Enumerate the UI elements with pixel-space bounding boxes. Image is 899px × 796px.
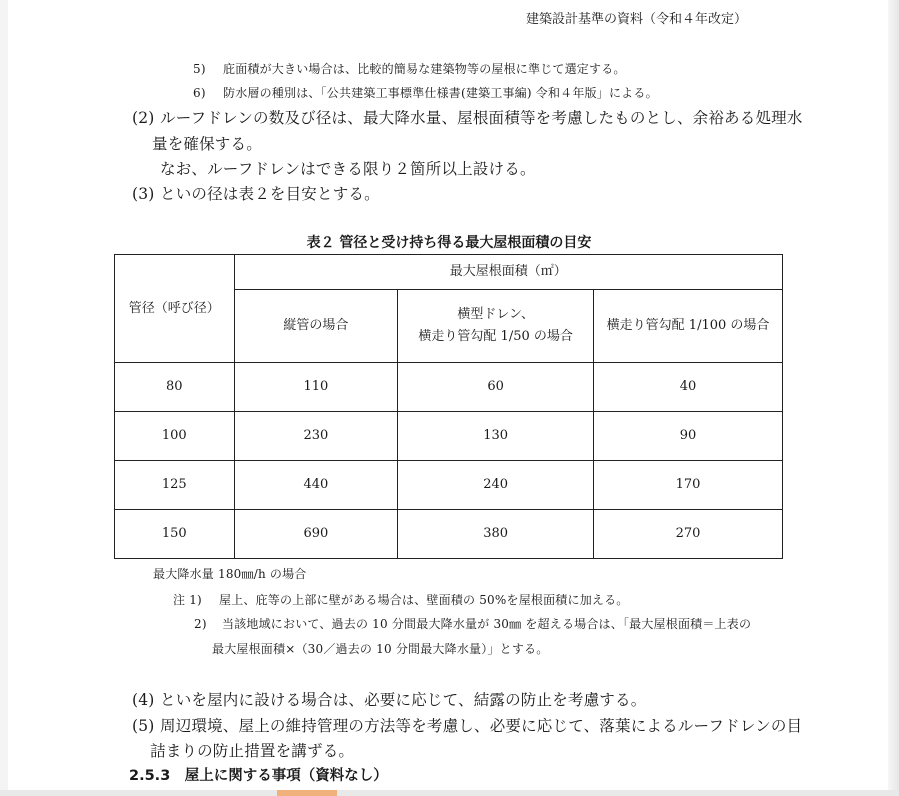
cell-slope-50: 380 xyxy=(398,510,594,559)
table-row xyxy=(115,510,783,559)
header-diameter: 管径（呼び径） xyxy=(115,255,235,363)
paragraph-4 xyxy=(132,688,646,710)
paragraph-5-line2: 詰まりの防止措置を講ずる。 xyxy=(150,742,355,760)
cell-vertical: 440 xyxy=(234,461,398,510)
cell-diameter: 100 xyxy=(115,412,235,461)
viewer-scrollbar-edge[interactable] xyxy=(888,0,899,796)
list-item-text: 庇面積が大きい場合は、比較的簡易な建築物等の屋根に準じて選定する。 xyxy=(223,62,626,76)
cell-vertical: 690 xyxy=(234,510,398,559)
note-label: 2) xyxy=(194,617,207,631)
cell-slope-100: 170 xyxy=(594,461,783,510)
paragraph-3 xyxy=(132,182,380,204)
cell-slope-100: 40 xyxy=(594,363,783,412)
table-row xyxy=(115,461,783,510)
section-heading: 2.5.3 屋上に関する事項（資料なし） xyxy=(129,768,388,784)
table-header-row xyxy=(115,255,783,290)
header-horizontal-drain-1-50 xyxy=(398,290,594,363)
list-item-text: 防水層の種別は、「公共建築工事標準仕様書(建築工事編) 令和４年版」による。 xyxy=(223,86,658,100)
cell-diameter: 150 xyxy=(115,510,235,559)
paragraph-text: といを屋内に設ける場合は、必要に応じて、結露の防止を考慮する。 xyxy=(160,691,647,709)
paragraph-number: (5) xyxy=(132,717,155,735)
header-line: 横型ドレン、 xyxy=(457,307,534,322)
roof-area-table xyxy=(114,254,783,559)
list-item-6 xyxy=(193,84,658,101)
cell-slope-100: 270 xyxy=(594,510,783,559)
viewer-bottom-bar xyxy=(0,790,899,796)
note-2-line1 xyxy=(194,615,751,632)
rainfall-condition: 最大降水量 180㎜/h の場合 xyxy=(153,567,307,581)
paragraph-2-line3: なお、ルーフドレンはできる限り２箇所以上設ける。 xyxy=(160,160,536,178)
table-row xyxy=(115,363,783,412)
paragraph-number: (3) xyxy=(132,185,155,203)
paragraph-2-line2: 量を確保する。 xyxy=(152,135,262,153)
list-item-number: 5) xyxy=(193,62,206,76)
cell-slope-50: 130 xyxy=(398,412,594,461)
paragraph-number: (4) xyxy=(132,691,155,709)
page-left-margin xyxy=(0,0,8,796)
paragraph-text: 周辺環境、屋上の維持管理の方法等を考慮し、必要に応じて、落葉によるルーフドレンの目 xyxy=(160,717,803,735)
paragraph-text: といの径は表２を目安とする。 xyxy=(160,185,380,203)
table-title: 表２ 管径と受け持ち得る最大屋根面積の目安 xyxy=(306,235,592,251)
cell-diameter: 125 xyxy=(115,461,235,510)
cell-slope-50: 60 xyxy=(398,363,594,412)
note-1 xyxy=(173,591,629,608)
paragraph-number: (2) xyxy=(132,109,155,127)
header-line: 横走り管勾配 1/50 の場合 xyxy=(418,329,573,344)
cell-vertical: 110 xyxy=(234,363,398,412)
note-text: 屋上、庇等の上部に壁がある場合は、壁面積の 50%を屋根面積に加える。 xyxy=(219,593,629,607)
paragraph-text: ルーフドレンの数及び径は、最大降水量、屋根面積等を考慮したものとし、余裕ある処理水 xyxy=(160,109,803,127)
header-horizontal-1-100: 横走り管勾配 1/100 の場合 xyxy=(594,290,783,363)
list-item-number: 6) xyxy=(193,86,206,100)
note-text: 当該地域において、過去の 10 分間最大降水量が 30㎜ を超える場合は、「最大屋根面積＝上表の xyxy=(222,617,752,631)
cell-diameter: 80 xyxy=(115,363,235,412)
cell-slope-50: 240 xyxy=(398,461,594,510)
paragraph-5-line1 xyxy=(132,714,802,736)
page-indicator-accent xyxy=(277,790,337,796)
header-vertical-pipe: 縦管の場合 xyxy=(234,290,398,363)
note-2-line2: 最大屋根面積×（30／過去の 10 分間最大降水量）」とする。 xyxy=(212,642,549,656)
list-item-5 xyxy=(193,60,626,77)
table-row xyxy=(115,412,783,461)
running-header: 建築設計基準の資料（令和４年改定） xyxy=(526,12,748,27)
note-label: 注 1) xyxy=(173,593,202,607)
paragraph-2-line1 xyxy=(132,106,803,128)
cell-vertical: 230 xyxy=(234,412,398,461)
cell-slope-100: 90 xyxy=(594,412,783,461)
header-max-roof-area: 最大屋根面積（㎡） xyxy=(234,255,782,290)
